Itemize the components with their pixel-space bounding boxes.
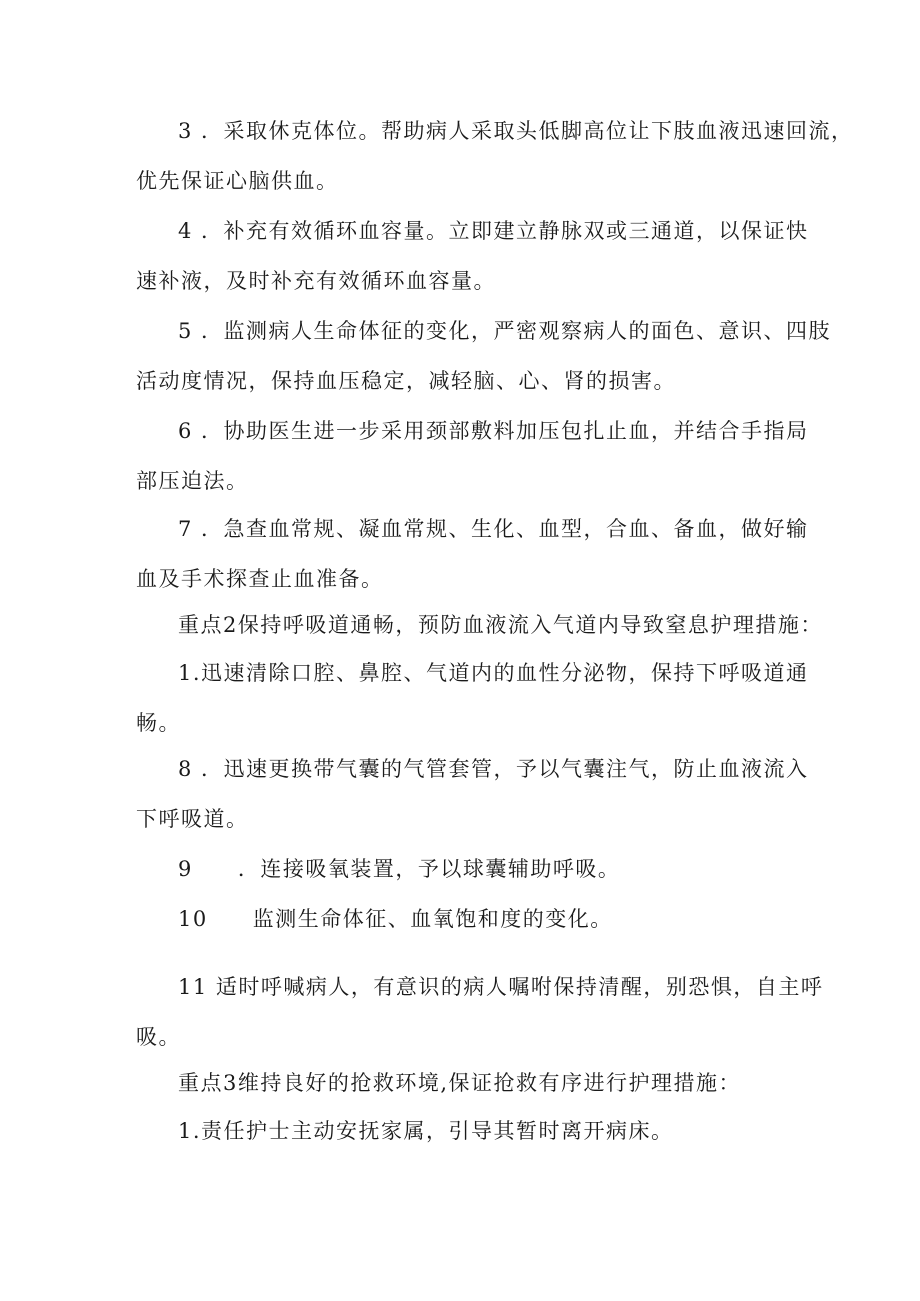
- paragraph-lab-tests: [136, 504, 816, 604]
- paragraph-line: 吸。: [136, 1025, 181, 1049]
- paragraph-line: 4 ．补充有效循环血容量。立即建立静脉双或三通道，以保证快: [178, 219, 809, 243]
- paragraph-line: 血及手术探查止血准备。: [136, 567, 384, 591]
- paragraph-cuffed-tube: [136, 744, 816, 844]
- section-heading-environment: [136, 1058, 816, 1108]
- paragraph-line: 6 ．协助医生进一步采用颈部敷料加压包扎止血，并结合手指局: [178, 419, 809, 443]
- paragraph-clear-secretions: [136, 648, 816, 748]
- paragraph-line: 下呼吸道。: [136, 807, 249, 831]
- paragraph-call-patient: [136, 962, 824, 1062]
- paragraph-line: 1.迅速清除口腔、鼻腔、气道内的血性分泌物，保持下呼吸道通: [178, 661, 809, 685]
- paragraph-shock-position: [136, 106, 854, 206]
- paragraph-line: 3 ．采取休克体位。帮助病人采取头低脚高位让下肢血液迅速回流，: [178, 119, 854, 143]
- paragraph-line: 8 ．迅速更换带气囊的气管套管，予以气囊注气，防止血液流入: [178, 757, 809, 781]
- paragraph-line: 10 监测生命体征、血氧饱和度的变化。: [178, 907, 613, 931]
- paragraph-line: 5 ．监测病人生命体征的变化，严密观察病人的面色、意识、四肢: [178, 319, 832, 343]
- paragraph-line: 7 ．急查血常规、凝血常规、生化、血型，合血、备血，做好输: [178, 517, 809, 541]
- paragraph-oxygen: [136, 844, 816, 894]
- paragraph-volume-replacement: [136, 206, 816, 306]
- paragraph-monitoring: [136, 894, 816, 944]
- paragraph-line: 11 适时呼喊病人，有意识的病人嘱咐保持清醒，别恐惧，自主呼: [178, 975, 824, 999]
- paragraph-line: 部压迫法。: [136, 469, 249, 493]
- paragraph-vital-signs: [136, 306, 832, 406]
- paragraph-line: 活动度情况，保持血压稳定，减轻脑、心、肾的损害。: [136, 369, 676, 393]
- paragraph-compression-hemostasis: [136, 406, 816, 506]
- paragraph-line: 优先保证心脑供血。: [136, 169, 339, 193]
- section-heading-line: 重点2保持呼吸道通畅，预防血液流入气道内导致窒息护理措施：: [178, 613, 823, 637]
- paragraph-comfort-family: [136, 1106, 816, 1156]
- paragraph-line: 速补液，及时补充有效循环血容量。: [136, 269, 496, 293]
- section-heading-line: 重点3维持良好的抢救环境,保证抢救有序进行护理措施：: [178, 1071, 742, 1095]
- paragraph-line: 1.责任护士主动安抚家属，引导其暂时离开病床。: [178, 1119, 674, 1143]
- section-heading-airway: [136, 600, 823, 650]
- paragraph-line: 9 ．连接吸氧装置，予以球囊辅助呼吸。: [178, 857, 621, 881]
- paragraph-line: 畅。: [136, 711, 181, 735]
